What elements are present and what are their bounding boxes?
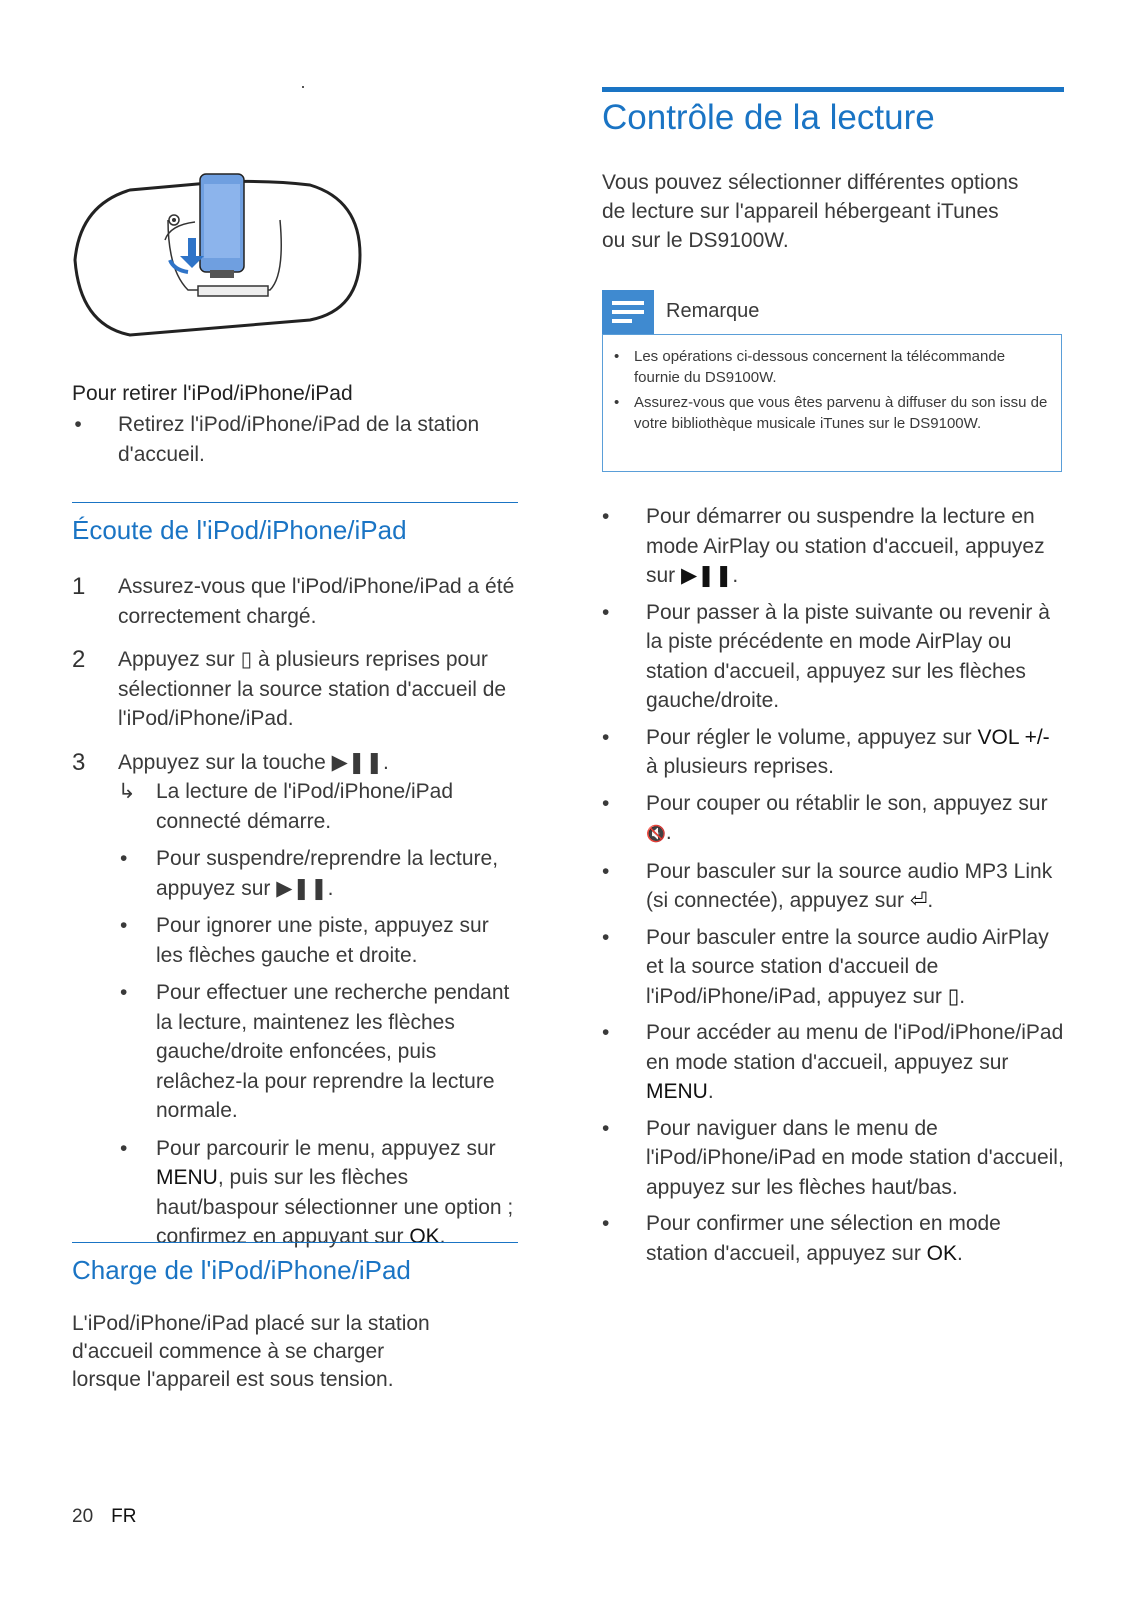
control-item bbox=[602, 789, 1064, 850]
control-text-post: . bbox=[707, 1080, 714, 1103]
page-footer bbox=[72, 1506, 136, 1528]
bullet-dot: • bbox=[120, 981, 128, 1004]
ok-key: OK bbox=[926, 1241, 958, 1265]
bullet-dot: • bbox=[74, 413, 82, 436]
control-item bbox=[602, 1209, 1064, 1268]
step-text: Appuyez sur la touche ▶❚❚. bbox=[118, 750, 389, 774]
control-item bbox=[602, 723, 1064, 782]
control-text: Pour basculer entre la source audio AirPlay et la source station d'accueil de l'iPod/iPhone/iPad, appuyez sur bbox=[646, 925, 1049, 1008]
bullet-dot: • bbox=[602, 600, 610, 624]
result-text: La lecture de l'iPod/iPhone/iPad connecté démarre. bbox=[156, 780, 454, 833]
bullet-dot: • bbox=[602, 791, 610, 815]
bullet-dot: • bbox=[602, 1021, 610, 1044]
step-number: 3 bbox=[72, 748, 86, 776]
mp3-link-icon: ⏎ bbox=[909, 889, 928, 912]
page-title: Contrôle de la lecture bbox=[602, 98, 935, 137]
language-code: FR bbox=[111, 1506, 137, 1527]
page-number: 20 bbox=[72, 1506, 94, 1527]
bullet-dot: • bbox=[614, 394, 620, 411]
list-item-text: Retirez l'iPod/iPhone/iPad de la station d'accueil. bbox=[118, 413, 480, 466]
charge-text: L'iPod/iPhone/iPad placé sur la station d'accueil commence à se charger lorsque l'appareil est sous tension. bbox=[72, 1312, 430, 1391]
step-text: Appuyez sur ▯ à plusieurs reprises pour sélectionner la source station d'accueil de l'iPod/iPhone/iPad. bbox=[118, 648, 507, 730]
note-item bbox=[612, 392, 1052, 434]
sub-bullet-text: Pour suspendre/reprendre la lecture, appuyez sur ▶❚❚. bbox=[156, 847, 499, 900]
control-text: Pour passer à la piste suivante ou revenir à la piste précédente en mode AirPlay ou station d'accueil, appuyez sur les flèches gauche/droite. bbox=[646, 600, 1050, 712]
heading-rule bbox=[602, 87, 1064, 92]
step-3 bbox=[72, 748, 518, 1252]
sub-bullet-text: Pour ignorer une piste, appuyez sur les flèches gauche et droite. bbox=[156, 914, 489, 967]
note-item bbox=[612, 346, 1052, 388]
control-item bbox=[602, 1114, 1064, 1203]
control-text: Pour démarrer ou suspendre la lecture en mode AirPlay ou station d'accueil, appuyez sur bbox=[646, 505, 1045, 587]
result-arrow-icon: ↳ bbox=[118, 780, 136, 803]
play-pause-icon: ▶❚❚ bbox=[681, 564, 733, 587]
sub-bullet-text: Pour effectuer une recherche pendant la lecture, maintenez les flèches gauche/droite enfoncées, puis relâchez-la pour reprendre la lecture normale. bbox=[156, 981, 510, 1122]
control-item bbox=[602, 857, 1064, 916]
step-number: 2 bbox=[72, 646, 86, 673]
step-text: Assurez-vous que l'iPod/iPhone/iPad a été correctement chargé. bbox=[118, 575, 515, 628]
note-item-text: Assurez-vous que vous êtes parvenu à diffuser du son issu de votre bibliothèque musicale iTunes sur le DS9100W. bbox=[634, 394, 1048, 432]
remove-list bbox=[72, 410, 532, 469]
sub-bullet bbox=[118, 911, 518, 970]
step-number: 1 bbox=[72, 573, 86, 600]
step-2 bbox=[72, 645, 518, 734]
remove-title: Pour retirer l'iPod/iPhone/iPad bbox=[72, 382, 353, 405]
dock-source-icon: ▯ bbox=[947, 984, 960, 1008]
control-text-post: . bbox=[959, 984, 966, 1008]
control-item bbox=[602, 502, 1064, 591]
dock-illustration bbox=[70, 160, 370, 350]
control-text-post: à plusieurs reprises. bbox=[646, 755, 834, 778]
charge-heading: Charge de l'iPod/iPhone/iPad bbox=[72, 1242, 518, 1286]
bullet-dot: • bbox=[602, 1212, 610, 1235]
sub-bullet-text-post: . bbox=[439, 1225, 446, 1248]
bullet-dot: • bbox=[602, 859, 610, 883]
intro-text: Vous pouvez sélectionner différentes options de lecture sur l'appareil hébergeant iTunes ou sur le DS9100W. bbox=[602, 171, 1019, 252]
result-line bbox=[118, 777, 518, 836]
control-text: Pour accéder au menu de l'iPod/iPhone/iPad en mode station d'accueil, appuyez sur bbox=[646, 1021, 1064, 1074]
control-text-post: . bbox=[927, 889, 934, 912]
listen-heading: Écoute de l'iPod/iPhone/iPad bbox=[72, 502, 518, 546]
control-list bbox=[602, 502, 1064, 1275]
menu-key: MENU bbox=[156, 1166, 218, 1189]
bullet-dot: • bbox=[120, 847, 128, 870]
dot-mark bbox=[302, 86, 304, 88]
list-item bbox=[72, 410, 532, 469]
bullet-dot: • bbox=[602, 925, 610, 949]
bullet-dot: • bbox=[602, 505, 610, 528]
menu-key: MENU bbox=[646, 1080, 708, 1103]
sub-bullet bbox=[118, 844, 518, 903]
bullet-dot: • bbox=[120, 914, 128, 937]
control-text-post: . bbox=[665, 821, 672, 844]
step-1 bbox=[72, 572, 518, 631]
sub-bullet bbox=[118, 978, 518, 1126]
control-text: Pour basculer sur la source audio MP3 Link (si connectée), appuyez sur bbox=[646, 859, 1053, 912]
bullet-dot: • bbox=[602, 1116, 610, 1140]
control-text: Pour confirmer une sélection en mode station d'accueil, appuyez sur bbox=[646, 1212, 1001, 1265]
note-list bbox=[612, 346, 1052, 438]
note-icon bbox=[602, 290, 654, 334]
control-item bbox=[602, 923, 1064, 1012]
note-label: Remarque bbox=[666, 300, 760, 322]
sub-bullet-text-mid: , puis sur les flèches haut/baspour sélectionner une option ; confirmez en appuyant sur bbox=[156, 1166, 514, 1248]
sub-bullet-text-pre: Pour parcourir le menu, appuyez sur bbox=[156, 1136, 496, 1160]
ok-key: OK bbox=[409, 1225, 440, 1248]
control-item bbox=[602, 1018, 1064, 1107]
control-text: Pour couper ou rétablir le son, appuyez sur bbox=[646, 791, 1048, 815]
sub-bullet bbox=[118, 1134, 518, 1252]
control-item bbox=[602, 598, 1064, 716]
mute-icon: 🔇 bbox=[646, 826, 666, 843]
control-text-post: . bbox=[732, 564, 739, 587]
bullet-dot: • bbox=[614, 348, 620, 365]
control-text-post: . bbox=[957, 1241, 963, 1265]
listen-steps bbox=[72, 572, 518, 1252]
bullet-dot: • bbox=[120, 1136, 128, 1160]
bullet-dot: • bbox=[602, 725, 610, 749]
vol-key: VOL +/- bbox=[977, 725, 1050, 749]
control-text: Pour régler le volume, appuyez sur bbox=[646, 725, 978, 749]
note-item-text: Les opérations ci-dessous concernent la télécommande fournie du DS9100W. bbox=[634, 348, 1006, 386]
control-text: Pour naviguer dans le menu de l'iPod/iPhone/iPad en mode station d'accueil, appuyez sur les flèches haut/bas. bbox=[646, 1116, 1064, 1199]
